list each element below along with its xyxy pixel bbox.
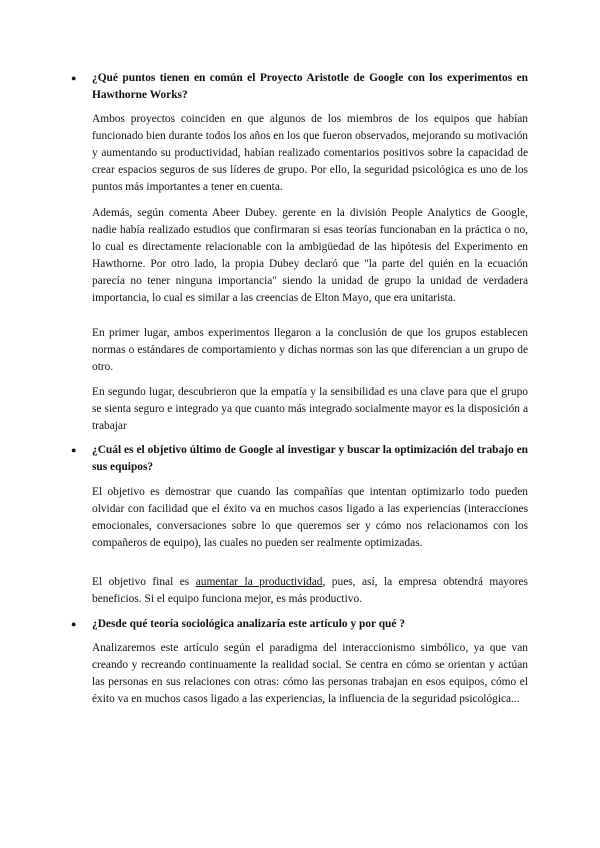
section-1-p2 — [72, 205, 528, 308]
paragraph-final — [92, 574, 528, 608]
paragraph: En primer lugar, ambos experimentos llegaron a la conclusión de que los grupos establecen normas o estándares de comportamiento y dichas normas son las que diferencian a un grupo de otro. — [92, 327, 528, 374]
final-text-before: El objetivo final es — [92, 576, 196, 588]
section-2-p1 — [72, 484, 528, 552]
paragraph: Ambos proyectos coinciden en que algunos de los miembros de los equipos que habían funcionado bien durante todos los años en los que fueron observados, mejorando su motivación y aumentando su productividad, habían realizado comentarios positivos sobre la capacidad de crear espacios seguros de sus líderes de grupo. Por ello, la seguridad psicológica es uno de los puntos más importantes a tener en cuenta. — [92, 113, 528, 194]
question-3 — [72, 616, 528, 633]
paragraph: El objetivo es demostrar que cuando las compañías que intentan optimizarlo todo pueden olvidar con facilidad que el éxito va en muchos casos ligado a las experiencias (interacciones emocionales, conversaciones sobre lo que queremos ser y cómo nos relacionamos con los compañeros de equipo), las cuales no pueden ser realmente optimizadas. — [92, 486, 528, 550]
paragraph: En segundo lugar, descubrieron que la empatía y la sensibilidad es una clave para que el grupo se sienta seguro e integrado ya que cuanto más integrado socialmente mayor es la disposición a trabajar — [92, 386, 528, 433]
section-1-p1 — [72, 111, 528, 196]
final-text-after: , pues, así, la empresa obtendrá mayores beneficios. Si el equipo funciona mejor, es más productivo. — [92, 576, 528, 606]
bullet-icon: ● — [71, 445, 77, 455]
paragraph: Analizaremos este artículo según el paradigma del interaccionismo simbólico, ya que van creando y recreando continuamente la realidad social. Se centra en cómo se orientan y actúan las personas en sus relaciones con otras: cómo las personas trabajan en esos equipos, cómo el éxito va en muchos casos ligado a las experiencias, la influencia de la seguridad psicológica... — [92, 642, 528, 706]
question-1-text: ¿Qué puntos tienen en común el Proyecto Aristotle de Google con los experimentos en Hawthorne Works? — [92, 72, 528, 101]
section-1-p4 — [72, 384, 528, 435]
paragraph: Además, según comenta Abeer Dubey. gerente en la división People Analytics de Google, nadie había realizado estudios que confirmaran si esas teorías funcionaban en la práctica o no, lo cual es directamente relacionable con la ambigüedad de las hipótesis del Experimento en Hawthorne. Por otro lado, la propia Dubey declaró que "la parte del quién en la ecuación parecía no tener ninguna importancia" siendo la unidad de grupo la unidad de verdadera importancia, lo cual es similar a las creencias de Elton Mayo, que era unitarista. — [92, 207, 528, 305]
section-1 — [72, 70, 528, 104]
bullet-icon: ● — [71, 619, 77, 629]
question-2 — [72, 442, 528, 476]
section-3-p1 — [72, 640, 528, 708]
question-1 — [72, 70, 528, 104]
section-1-p3 — [72, 325, 528, 376]
question-2-text: ¿Cuál es el objetivo último de Google al investigar y buscar la optimización del trabajo en sus equipos? — [92, 444, 528, 473]
section-2 — [72, 442, 528, 476]
underlined-text: aumentar la productividad — [195, 576, 323, 588]
section-2-p2 — [72, 574, 528, 608]
section-3 — [72, 616, 528, 633]
question-3-text: ¿Desde qué teoría sociológica analizaría este artículo y por qué ? — [92, 618, 405, 630]
bullet-icon: ● — [71, 73, 77, 83]
